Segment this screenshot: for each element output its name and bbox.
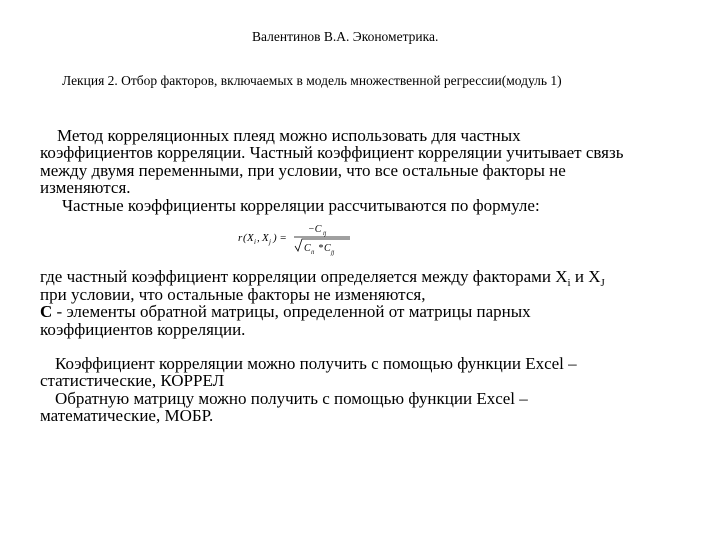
formula-den-c1: C — [304, 243, 311, 254]
text-line: Обратную матрицу можно получить с помощью функции Excel – — [55, 389, 528, 408]
formula-den-c2: C — [324, 243, 331, 254]
formula-den-c2-sub: jj — [331, 250, 335, 256]
formula-x-j: X — [262, 232, 269, 244]
partial-correlation-formula — [238, 222, 356, 258]
text-line: Метод корреляционных плеяд можно использовать для частных — [57, 126, 521, 145]
text-line: статистические, КОРРЕЛ — [40, 371, 225, 390]
formula-den-c1-sub: ii — [311, 250, 315, 256]
text-line: математические, МОБР. — [40, 406, 214, 425]
text-line: между двумя переменными, при условии, что все остальные факторы не — [40, 161, 566, 180]
svg-text:*: * — [318, 243, 323, 254]
formula-x-i-sub: i — [254, 238, 256, 246]
formula-r: r — [238, 232, 243, 244]
text-line: Частные коэффициенты корреляции рассчитываются по формуле: — [62, 196, 540, 215]
text-line: изменяются. — [40, 178, 131, 197]
svg-text:(: ( — [243, 232, 247, 244]
formula-numerator: −C — [308, 224, 322, 235]
formula-x-j-sub: j — [269, 238, 271, 246]
formula-numerator-sub: ij — [323, 231, 327, 237]
svg-text:,: , — [257, 232, 260, 244]
text-line: где частный коэффициент корреляции определяется между факторами $X_i$ и $X_J$ — [40, 267, 605, 289]
lecture-title: Лекция 2. Отбор факторов, включаемых в модель множественной регрессии(модуль 1) — [62, 73, 562, 88]
text-line: при условии, что остальные факторы не изменяются, — [40, 285, 426, 304]
text-line: коэффициентов корреляции. — [40, 320, 246, 339]
text-line: коэффициентов корреляции. Частный коэффициент корреляции учитывает связь — [40, 143, 624, 162]
formula-x-i: X — [247, 232, 254, 244]
text-line: C - элементы обратной матрицы, определенной от матрицы парных — [40, 302, 531, 321]
svg-text:) =: ) = — [273, 232, 287, 244]
author-title: Валентинов В.А. Эконометрика. — [252, 29, 439, 44]
text-line: Коэффициент корреляции можно получить с помощью функции Excel – — [55, 354, 577, 373]
